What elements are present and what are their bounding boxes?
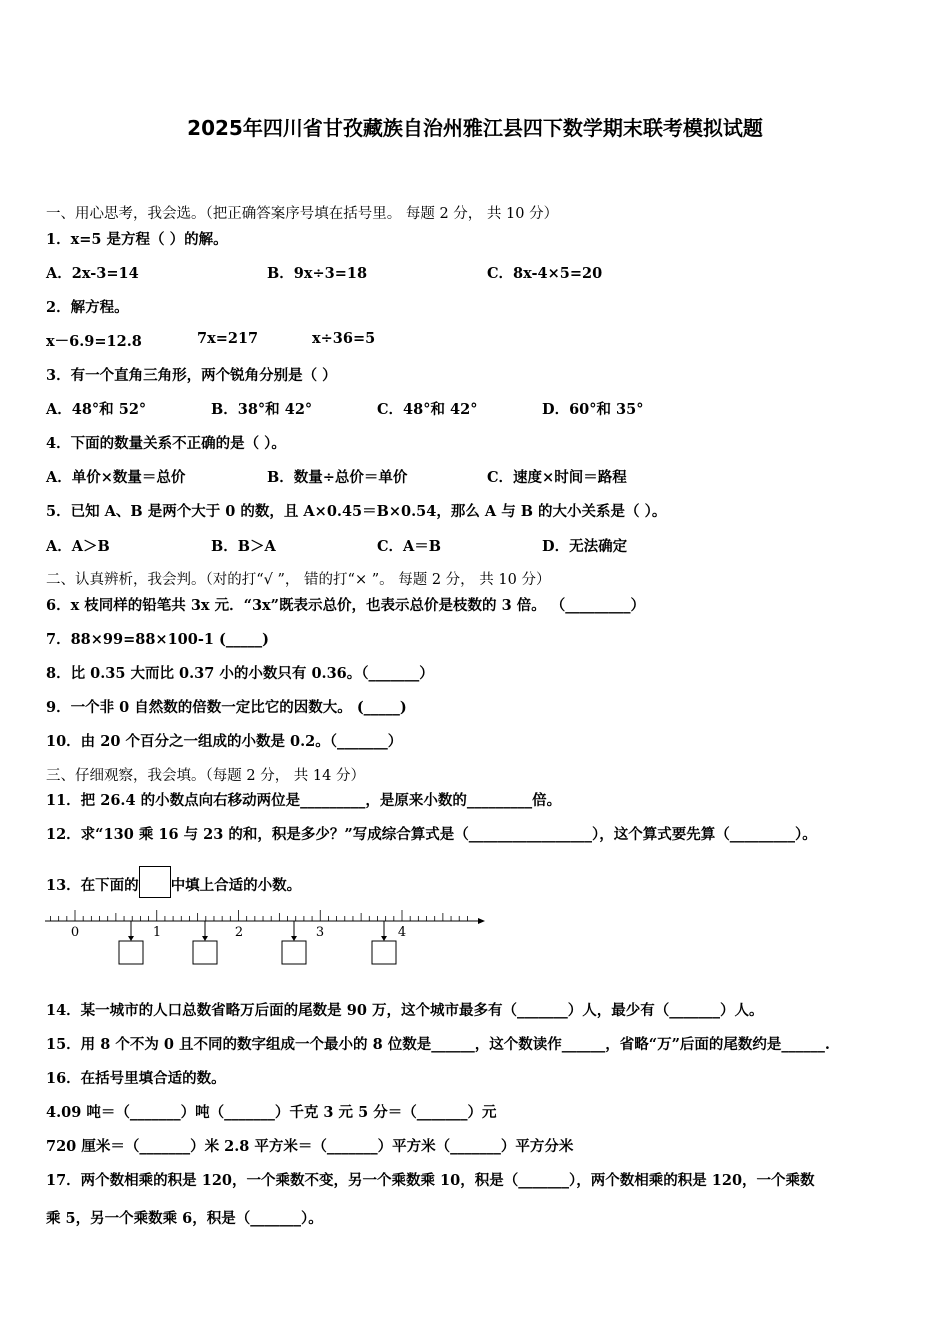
tick-label-1: 1 [152, 925, 162, 940]
question-5: 5．已知 A、B 是两个大于 0 的数，且 A×0.45＝B×0.54，那么 A 与 B 的大小关系是（ ）。 [46, 503, 667, 520]
answer-pointer-3 [282, 921, 306, 964]
answer-pointer-4 [372, 921, 396, 964]
question-2: 2．解方程。 [46, 299, 129, 316]
q3-option-a: A．48°和 52° [46, 401, 147, 418]
question-16: 16．在括号里填合适的数。 [46, 1070, 226, 1087]
question-8: 8．比 0.35 大而比 0.37 小的小数只有 0.36。（_______） [46, 665, 434, 682]
q5-option-b: B．B＞A [211, 538, 276, 555]
answer-box [139, 866, 171, 898]
section-1-heading: 一、用心思考，我会选。（把正确答案序号填在括号里。 每题 2 分， 共 10 分） [46, 206, 559, 222]
question-14: 14．某一城市的人口总数省略万后面的尾数是 90 万，这个城市最多有（_______）人，最少有（_______）人。 [46, 1002, 764, 1019]
section-3-heading: 三、仔细观察，我会填。（每题 2 分， 共 14 分） [46, 768, 365, 784]
question-12: 12．求“130 乘 16 与 23 的和，积是多少？”写成综合算式是（_________________），这个算式要先算（_________）。 [46, 826, 817, 843]
answer-box-4[interactable] [372, 941, 396, 964]
section-2-heading: 二、认真辨析，我会判。（对的打“√ ”， 错的打“× ”。 每题 2 分， 共 10 分） [46, 572, 551, 588]
q2-equation-3: x÷36=5 [312, 330, 376, 347]
answer-box-2[interactable] [193, 941, 217, 964]
q13-text-after: 中填上合适的小数。 [170, 877, 302, 894]
question-13 [46, 866, 301, 898]
q2-equation-1: x－6.9=12.8 [46, 333, 142, 350]
q1-option-a: A．2x-3=14 [46, 265, 139, 282]
q4-option-b: B．数量÷总价＝单价 [267, 469, 408, 486]
tick-label-2: 2 [234, 925, 244, 940]
q1-option-c: C．8x-4×5=20 [487, 265, 603, 282]
q1-option-b: B．9x÷3=18 [267, 265, 368, 282]
q13-text-before: 13．在下面的 [46, 877, 139, 894]
number-line [40, 900, 490, 970]
q5-option-d: D．无法确定 [542, 538, 628, 555]
q17-line-2: 乘 5，另一个乘数乘 6，积是（_______）。 [46, 1210, 323, 1227]
number-line-arrow [478, 918, 485, 924]
q4-option-a: A．单价×数量＝总价 [46, 469, 186, 486]
q16-line-1: 4.09 吨＝（_______）吨（_______）千克 3 元 5 分＝（_______）元 [46, 1104, 497, 1121]
question-9: 9．一个非 0 自然数的倍数一定比它的因数大。 (_____) [46, 699, 407, 716]
q3-option-b: B．38°和 42° [211, 401, 313, 418]
answer-box-3[interactable] [282, 941, 306, 964]
tick-label-3: 3 [315, 925, 325, 940]
tick-label-4: 4 [397, 925, 407, 940]
q3-option-c: C．48°和 42° [377, 401, 478, 418]
answer-pointer-1 [119, 921, 143, 964]
q4-option-c: C．速度×时间＝路程 [487, 469, 627, 486]
number-line-ticks [50, 910, 467, 921]
q5-option-a: A．A＞B [46, 538, 110, 555]
question-1: 1．x=5 是方程（ ）的解。 [46, 231, 228, 248]
q5-option-c: C．A＝B [377, 538, 442, 555]
page-title: 2025年四川省甘孜藏族自治州雅江县四下数学期末联考模拟试题 [187, 116, 763, 140]
question-3: 3．有一个直角三角形，两个锐角分别是（ ） [46, 367, 337, 384]
q16-line-2: 720 厘米＝（_______）米 2.8 平方米＝（_______）平方米（_______）平方分米 [46, 1138, 574, 1155]
q3-option-d: D．60°和 35° [542, 401, 644, 418]
answer-box-1[interactable] [119, 941, 143, 964]
question-4: 4．下面的数量关系不正确的是（ ）。 [46, 435, 286, 452]
question-7: 7．88×99=88×100-1 (_____) [46, 631, 269, 648]
question-6: 6．x 枝同样的铅笔共 3x 元．“3x”既表示总价，也表示总价是枝数的 3 倍。 （_________） [46, 597, 646, 614]
answer-pointer-2 [193, 921, 217, 964]
question-15: 15．用 8 个不为 0 且不同的数字组成一个最小的 8 位数是______，这个数读作______，省略“万”后面的尾数约是______. [46, 1036, 830, 1053]
question-11: 11．把 26.4 的小数点向右移动两位是_________，是原来小数的_________倍。 [46, 792, 562, 809]
question-10: 10．由 20 个百分之一组成的小数是 0.2。（_______） [46, 733, 403, 750]
question-17: 17．两个数相乘的积是 120，一个乘数不变，另一个乘数乘 10，积是（_______），两个数相乘的积是 120，一个乘数 [46, 1172, 815, 1189]
tick-label-0: 0 [70, 925, 80, 940]
q2-equation-2: 7x=217 [197, 330, 259, 347]
